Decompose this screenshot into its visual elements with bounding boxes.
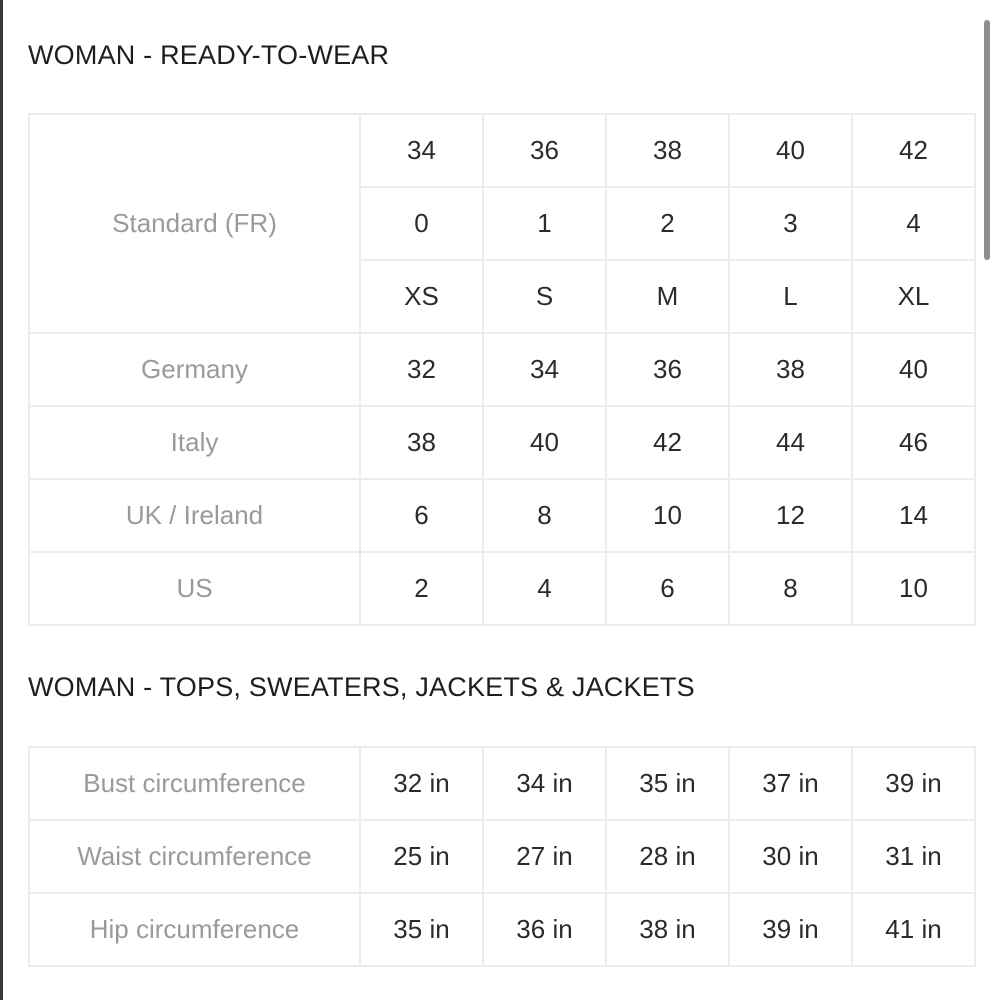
table-cell: 12: [729, 479, 852, 552]
row-label-hip: Hip circumference: [29, 893, 360, 966]
table-row: [29, 479, 975, 552]
table-cell: XL: [852, 260, 975, 333]
table-cell: 32: [360, 333, 483, 406]
table-cell: 6: [606, 552, 729, 625]
ready-to-wear-title: WOMAN - READY-TO-WEAR: [28, 40, 390, 70]
table-cell: 30 in: [729, 820, 852, 893]
table-cell: 40: [483, 406, 606, 479]
table-cell: 2: [360, 552, 483, 625]
table-cell: 0: [360, 187, 483, 260]
table-cell: 3: [729, 187, 852, 260]
row-label-us: US: [29, 552, 360, 625]
table-cell: 4: [852, 187, 975, 260]
table-cell: 40: [852, 333, 975, 406]
table-cell: 46: [852, 406, 975, 479]
table-cell: S: [483, 260, 606, 333]
table-cell: 40: [729, 114, 852, 187]
table-cell: 8: [483, 479, 606, 552]
table-cell: 42: [606, 406, 729, 479]
row-label-italy: Italy: [29, 406, 360, 479]
tops-measurements-table: [28, 746, 976, 967]
row-label-bust: Bust circumference: [29, 747, 360, 820]
table-cell: 41 in: [852, 893, 975, 966]
table-row: [29, 893, 975, 966]
table-cell: XS: [360, 260, 483, 333]
table-cell: 27 in: [483, 820, 606, 893]
table-cell: 37 in: [729, 747, 852, 820]
table-cell: 34 in: [483, 747, 606, 820]
table-cell: 2: [606, 187, 729, 260]
left-border: [0, 0, 3, 1000]
table-cell: 10: [606, 479, 729, 552]
table-row: [29, 333, 975, 406]
table-cell: 39 in: [852, 747, 975, 820]
table-cell: 1: [483, 187, 606, 260]
table-cell: 44: [729, 406, 852, 479]
table-cell: 10: [852, 552, 975, 625]
table-cell: 25 in: [360, 820, 483, 893]
standard-fr-label: Standard (FR): [29, 114, 360, 333]
row-label-waist: Waist circumference: [29, 820, 360, 893]
row-label-germany: Germany: [29, 333, 360, 406]
table-cell: 38: [606, 114, 729, 187]
table-cell: 32 in: [360, 747, 483, 820]
scrollbar-thumb[interactable]: [984, 20, 990, 260]
table-row: [29, 747, 975, 820]
table-row: [29, 820, 975, 893]
tops-title: WOMAN - TOPS, SWEATERS, JACKETS & JACKETS: [28, 672, 695, 702]
table-cell: 38 in: [606, 893, 729, 966]
table-row: [29, 552, 975, 625]
table-cell: 4: [483, 552, 606, 625]
table-row: [29, 406, 975, 479]
table-cell: 8: [729, 552, 852, 625]
table-cell: 34: [483, 333, 606, 406]
table-cell: 38: [729, 333, 852, 406]
table-cell: 28 in: [606, 820, 729, 893]
table-cell: 34: [360, 114, 483, 187]
table-cell: 36 in: [483, 893, 606, 966]
table-cell: 31 in: [852, 820, 975, 893]
table-cell: M: [606, 260, 729, 333]
table-cell: L: [729, 260, 852, 333]
table-row: [29, 114, 975, 187]
row-label-uk-ireland: UK / Ireland: [29, 479, 360, 552]
table-cell: 42: [852, 114, 975, 187]
table-cell: 36: [606, 333, 729, 406]
ready-to-wear-table: [28, 113, 976, 626]
table-cell: 14: [852, 479, 975, 552]
table-cell: 6: [360, 479, 483, 552]
table-cell: 35 in: [606, 747, 729, 820]
table-cell: 36: [483, 114, 606, 187]
table-cell: 35 in: [360, 893, 483, 966]
table-cell: 39 in: [729, 893, 852, 966]
table-cell: 38: [360, 406, 483, 479]
